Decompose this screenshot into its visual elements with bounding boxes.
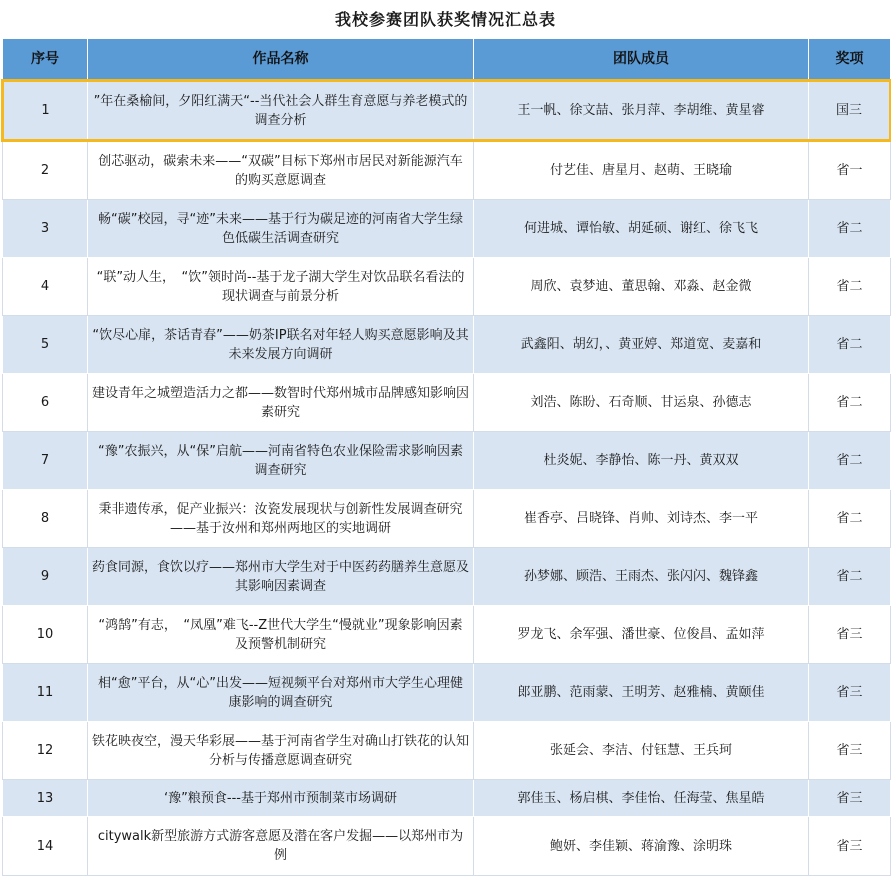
row-no: 5 (3, 316, 88, 374)
row-members: 刘浩、陈盼、石奇顺、甘运泉、孙德志 (474, 374, 809, 432)
row-work-name: 秉非遗传承，促产业振兴：汝瓷发展现状与创新性发展调查研究——基于汝州和郑州两地区的实地调研 (88, 490, 474, 548)
row-members: 郎亚鹏、范雨蒙、王明芳、赵雅楠、黄颐佳 (474, 664, 809, 722)
row-work-name: “联”动人生， “饮”领时尚--基于龙子湖大学生对饮品联名看法的现状调查与前景分析 (88, 258, 474, 316)
row-no: 8 (3, 490, 88, 548)
row-no: 12 (3, 722, 88, 780)
header-work-name: 作品名称 (88, 39, 474, 81)
row-work-name: “豫”农振兴，从“保”启航——河南省特色农业保险需求影响因素调查研究 (88, 432, 474, 490)
row-members: 杜炎妮、李静怡、陈一丹、黄双双 (474, 432, 809, 490)
row-work-name: “鸿鹄”有志， “凤凰”难飞--Z世代大学生“慢就业”现象影响因素及预警机制研究 (88, 606, 474, 664)
row-work-name: 相“愈”平台，从“心”出发——短视频平台对郑州市大学生心理健康影响的调查研究 (88, 664, 474, 722)
table-row[interactable] (3, 200, 891, 258)
row-award: 省三 (809, 664, 891, 722)
row-no: 10 (3, 606, 88, 664)
table-row-selected[interactable] (3, 81, 891, 141)
row-award: 国三 (809, 81, 891, 141)
row-members: 张延会、李洁、付钰慧、王兵珂 (474, 722, 809, 780)
row-no: 2 (3, 141, 88, 200)
row-members: 崔香亭、吕晓锋、肖帅、刘诗杰、李一平 (474, 490, 809, 548)
table-row[interactable] (3, 548, 891, 606)
row-members: 付艺佳、唐星月、赵萌、王晓瑜 (474, 141, 809, 200)
row-members: 周欣、袁梦迪、董思翰、邓淼、赵金微 (474, 258, 809, 316)
row-members: 罗龙飞、余军强、潘世豪、位俊昌、孟如萍 (474, 606, 809, 664)
row-no: 14 (3, 817, 88, 876)
table-row[interactable] (3, 258, 891, 316)
row-members: 郭佳玉、杨启棋、李佳怡、任海莹、焦星皓 (474, 780, 809, 817)
row-work-name: 药食同源，食饮以疗——郑州市大学生对于中医药药膳养生意愿及其影响因素调查 (88, 548, 474, 606)
row-members: 武鑫阳、胡幻，、黄亚婷、郑道宽、麦嘉和 (474, 316, 809, 374)
table-row[interactable] (3, 664, 891, 722)
row-award: 省三 (809, 606, 891, 664)
row-work-name: ”年在桑榆间，夕阳红满天“--当代社会人群生育意愿与养老模式的调查分析 (88, 81, 474, 141)
row-work-name: citywalk新型旅游方式游客意愿及潜在客户发掘——以郑州市为例 (88, 817, 474, 876)
row-award: 省二 (809, 258, 891, 316)
row-work-name: “饮尽心扉，茶话青春”——奶茶IP联名对年轻人购买意愿影响及其未来发展方向调研 (88, 316, 474, 374)
header-award: 奖项 (809, 39, 891, 81)
row-award: 省三 (809, 780, 891, 817)
row-no: 1 (3, 81, 88, 141)
table-row[interactable] (3, 141, 891, 200)
row-work-name: ‘豫”粮预食---基于郑州市预制菜市场调研 (88, 780, 474, 817)
row-award: 省二 (809, 374, 891, 432)
row-award: 省二 (809, 316, 891, 374)
row-members: 鲍妍、李佳颖、蒋渝豫、涂明珠 (474, 817, 809, 876)
row-no: 4 (3, 258, 88, 316)
row-work-name: 建设青年之城塑造活力之都——数智时代郑州城市品牌感知影响因素研究 (88, 374, 474, 432)
row-award: 省三 (809, 722, 891, 780)
table-row[interactable] (3, 374, 891, 432)
table-row[interactable] (3, 432, 891, 490)
row-no: 9 (3, 548, 88, 606)
table-row[interactable] (3, 316, 891, 374)
table-row[interactable] (3, 722, 891, 780)
row-members: 孙梦娜、顾浩、王雨杰、张闪闪、魏锋鑫 (474, 548, 809, 606)
row-no: 13 (3, 780, 88, 817)
table-row[interactable] (3, 606, 891, 664)
table-row[interactable] (3, 490, 891, 548)
awards-table (1, 38, 891, 876)
row-work-name: 铁花映夜空，漫天华彩展——基于河南省学生对确山打铁花的认知分析与传播意愿调查研究 (88, 722, 474, 780)
header-team-members: 团队成员 (474, 39, 809, 81)
row-award: 省二 (809, 432, 891, 490)
row-no: 3 (3, 200, 88, 258)
row-award: 省二 (809, 200, 891, 258)
row-no: 11 (3, 664, 88, 722)
row-no: 6 (3, 374, 88, 432)
row-no: 7 (3, 432, 88, 490)
page-title: 我校参赛团队获奖情况汇总表 (334, 10, 556, 29)
header-no: 序号 (3, 39, 88, 81)
row-award: 省三 (809, 817, 891, 876)
row-members: 王一帆、徐文喆、张月萍、李胡维、黄星睿 (474, 81, 809, 141)
row-award: 省二 (809, 548, 891, 606)
row-award: 省一 (809, 141, 891, 200)
table-header-row (3, 39, 891, 81)
row-members: 何进城、谭怡敏、胡延硕、谢红、徐飞飞 (474, 200, 809, 258)
row-work-name: 创芯驱动，碳索未来——“双碳”目标下郑州市居民对新能源汽车的购买意愿调查 (88, 141, 474, 200)
row-award: 省二 (809, 490, 891, 548)
table-row[interactable] (3, 780, 891, 817)
row-work-name: 畅“碳”校园，寻“迹”未来——基于行为碳足迹的河南省大学生绿色低碳生活调查研究 (88, 200, 474, 258)
table-row[interactable] (3, 817, 891, 876)
